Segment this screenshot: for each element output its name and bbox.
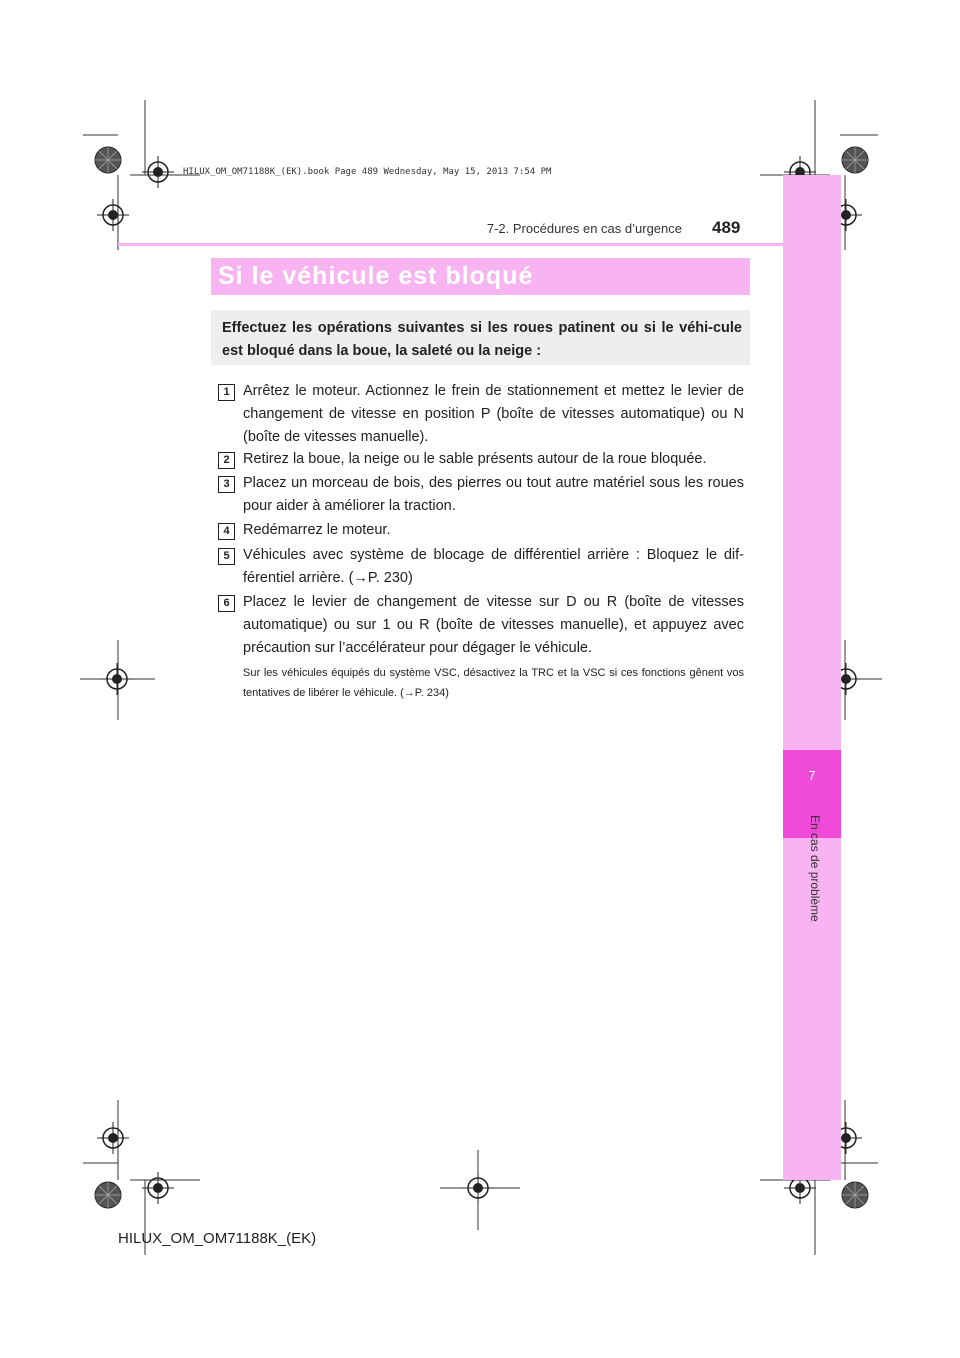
step-text: Placez le levier de changement de vitesse sur D ou R (boîte de vitesses automatique) ou sur 1 ou R (boîte de vitesses manuelle), et appuyez avec précaution sur l’accélérateur pour dégager le véhicule. [243, 594, 744, 656]
step-number: 3 [218, 476, 235, 493]
step-number: 5 [218, 548, 235, 565]
intro-text: Effectuez les opérations suivantes si les roues patinent ou si le véhi-cule est bloqué dans la boue, la saleté ou la neige : [222, 320, 742, 359]
step-number: 1 [218, 384, 235, 401]
note-text: Sur les véhicules équipés du système VSC, désactivez la TRC et la VSC si ces fonctions gênent vos tentatives de libérer le véhicule. (→P. 234) [243, 667, 744, 699]
section-label: 7-2. Procédures en cas d’urgence [486, 221, 682, 236]
header-rule [118, 243, 783, 246]
step-text: Arrêtez le moteur. Actionnez le frein de stationnement et mettez le levier de changement de vitesse en position P (boîte de vitesses automatique) ou N (boîte de vitesses manuelle). [243, 383, 744, 445]
step-number: 6 [218, 595, 235, 612]
page-number: 489 [712, 218, 741, 237]
page-title: Si le véhicule est bloqué [218, 262, 534, 290]
chapter-tab-strip [783, 175, 841, 1180]
step-text: Placez un morceau de bois, des pierres ou tout autre matériel sous les roues pour aider à améliorer la traction. [243, 475, 744, 514]
step-text: Redémarrez le moteur. [243, 522, 391, 538]
step-text: Véhicules avec système de blocage de différentiel arrière : Bloquez le dif-férentiel arrière. (→P. 230) [243, 547, 744, 586]
chapter-number: 7 [808, 768, 816, 783]
step-number: 4 [218, 523, 235, 540]
footer-code: HILUX_OM_OM71188K_(EK) [118, 1230, 317, 1247]
step-text: Retirez la boue, la neige ou le sable présents autour de la roue bloquée. [243, 451, 707, 467]
book-reference: HILUX_OM_OM71188K_(EK).book Page 489 Wednesday, May 15, 2013 7:54 PM [183, 167, 552, 177]
chapter-title: En cas de problème [808, 815, 822, 922]
step-number: 2 [218, 452, 235, 469]
